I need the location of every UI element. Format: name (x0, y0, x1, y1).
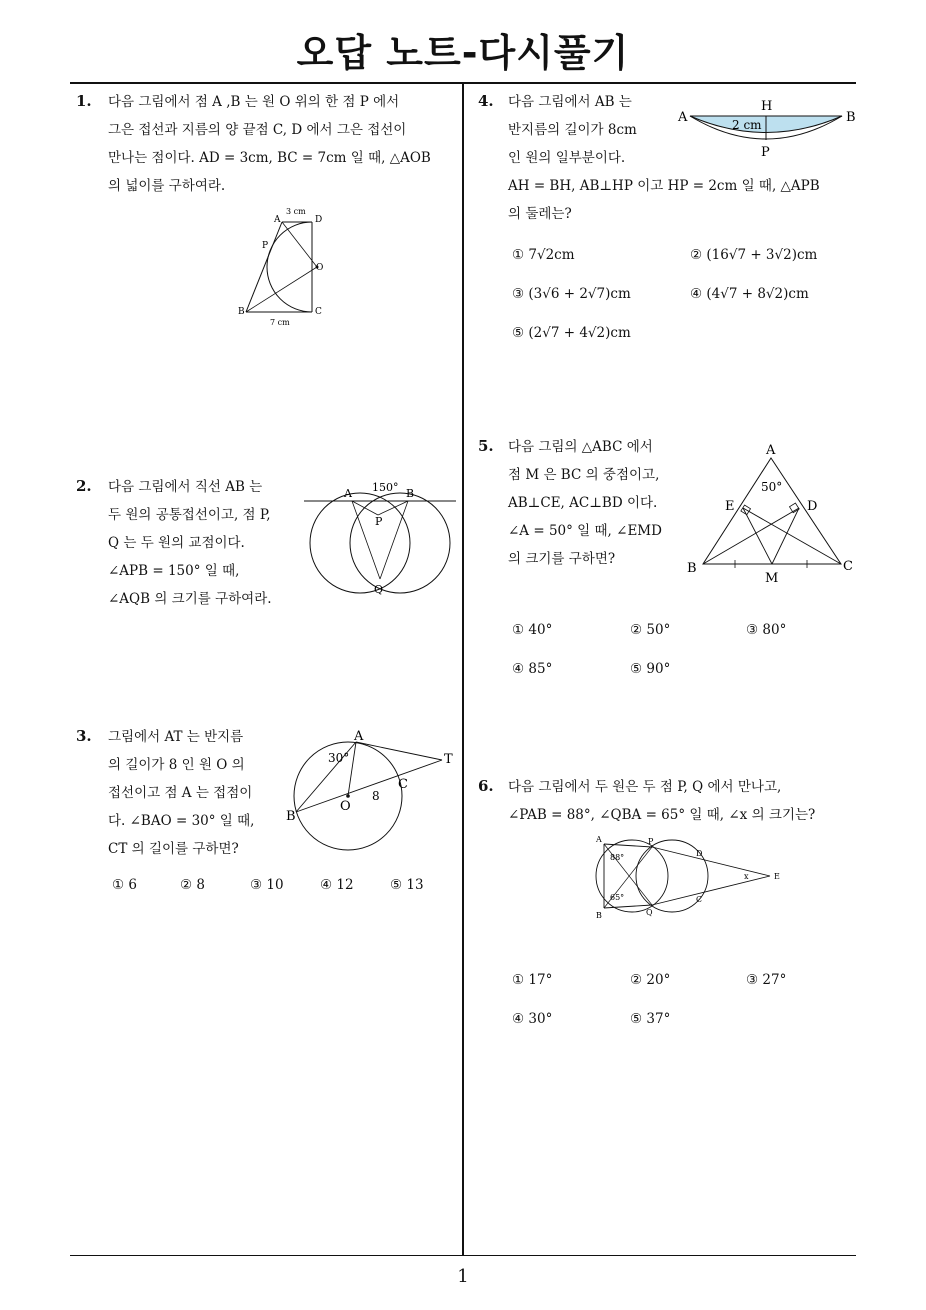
label-angle: 150° (372, 481, 399, 494)
question-line: 인 원의 일부분이다. (508, 150, 626, 166)
question-text (508, 433, 688, 573)
question-line: 다. ∠BAO = 30° 일 때, (108, 813, 255, 829)
label-P: P (648, 837, 654, 846)
option[interactable]: ① 6 (112, 877, 137, 893)
question-line: 의 넓이를 구하여라. (108, 178, 226, 194)
question-line: 다음 그림에서 직선 AB 는 (108, 479, 263, 495)
label-len: 2 cm (732, 118, 762, 132)
label-B: B (687, 561, 697, 576)
label-B: B (238, 307, 245, 317)
question-line: 점 M 은 BC 의 중점이고, (508, 467, 660, 483)
label-M: M (765, 571, 779, 586)
question-line: Q 는 두 원의 교점이다. (108, 535, 245, 551)
option[interactable]: ⑤ 37° (630, 1011, 671, 1027)
question-number: 3. (76, 727, 92, 745)
question-line: 의 크기를 구하면? (508, 551, 616, 567)
label-B: B (596, 911, 602, 920)
label-E: E (774, 872, 780, 881)
option[interactable]: ③ 27° (746, 972, 787, 988)
option[interactable]: ⑤ 90° (630, 661, 671, 677)
label-angle-65: 65° (610, 893, 625, 902)
figure-q4 (676, 94, 861, 164)
label-D: D (315, 215, 323, 225)
question-number: 4. (478, 92, 494, 110)
label-C: C (315, 307, 322, 317)
label-P: P (375, 515, 383, 528)
question-text (108, 88, 458, 200)
option[interactable]: ② 50° (630, 622, 671, 638)
column-divider (462, 84, 464, 1256)
question-line: ∠AQB 의 크기를 구하여라. (108, 591, 272, 607)
question-line: AH = BH, AB⊥HP 이고 HP = 2cm 일 때, △APB (508, 178, 820, 194)
option[interactable]: ③ 10 (250, 877, 284, 893)
question-line: ∠PAB = 88°, ∠QBA = 65° 일 때, ∠x 의 크기는? (508, 807, 816, 823)
option[interactable]: ③ (3√6 + 2√7)cm (512, 286, 631, 302)
option[interactable]: ② 8 (180, 877, 205, 893)
footer-rule (70, 1255, 856, 1256)
question-number: 2. (76, 477, 92, 495)
question-line: 다음 그림의 △ABC 에서 (508, 439, 653, 455)
label-A: A (354, 729, 364, 744)
question-line: 의 길이가 8 인 원 O 의 (108, 757, 245, 773)
question-text (108, 473, 298, 613)
option[interactable]: ④ (4√7 + 8√2)cm (690, 286, 809, 302)
option[interactable]: ① 17° (512, 972, 553, 988)
label-C: C (398, 777, 408, 792)
option[interactable]: ③ 80° (746, 622, 787, 638)
figure-q6 (592, 830, 792, 925)
question-line: CT 의 길이를 구하면? (108, 841, 239, 857)
label-A: A (678, 110, 688, 125)
question-line: AB⊥CE, AC⊥BD 이다. (508, 495, 658, 511)
option[interactable]: ① 7√2cm (512, 247, 575, 263)
question-line: 반지름의 길이가 8cm (508, 122, 637, 138)
label-3cm: 3 cm (286, 207, 306, 216)
figure-q2 (300, 475, 460, 600)
page-title: 오답 노트-다시풀기 (296, 31, 630, 75)
option[interactable]: ⑤ 13 (390, 877, 424, 893)
label-Q: Q (646, 908, 653, 917)
label-B: B (286, 809, 296, 824)
question-number: 6. (478, 777, 494, 795)
label-P: P (761, 145, 770, 160)
label-O: O (340, 799, 351, 814)
question-line: 그은 접선과 지름의 양 끝점 C, D 에서 그은 접선이 (108, 122, 407, 138)
label-E: E (725, 499, 735, 514)
label-angle-88: 88° (610, 853, 625, 862)
label-x: x (744, 872, 749, 881)
question-text (508, 773, 863, 829)
question-line: 접선이고 점 A 는 접점이 (108, 785, 253, 801)
question-text (108, 723, 293, 863)
label-B: B (846, 110, 856, 125)
label-D: D (696, 849, 703, 858)
label-angle: 50° (761, 480, 783, 494)
label-C: C (843, 559, 853, 574)
option[interactable]: ④ 85° (512, 661, 553, 677)
question-line: 다음 그림에서 두 원은 두 점 P, Q 에서 만나고, (508, 779, 782, 795)
label-A: A (596, 835, 602, 844)
question-line: 다음 그림에서 AB 는 (508, 94, 632, 110)
question-line: ∠A = 50° 일 때, ∠EMD (508, 523, 662, 539)
label-7cm: 7 cm (270, 318, 290, 327)
label-D: D (807, 499, 818, 514)
label-Q: Q (374, 583, 384, 596)
question-line: ∠APB = 150° 일 때, (108, 563, 240, 579)
label-angle: 30° (328, 751, 350, 765)
figure-q3 (282, 728, 462, 853)
option[interactable]: ① 40° (512, 622, 553, 638)
option[interactable]: ④ 30° (512, 1011, 553, 1027)
question-number: 1. (76, 92, 92, 110)
label-B: B (406, 487, 415, 500)
label-O: O (316, 263, 324, 273)
label-H: H (761, 99, 773, 114)
option[interactable]: ② (16√7 + 3√2)cm (690, 247, 818, 263)
option[interactable]: ② 20° (630, 972, 671, 988)
label-A: A (274, 215, 281, 225)
label-A: A (766, 443, 776, 458)
question-line: 의 둘레는? (508, 206, 572, 222)
question-line: 다음 그림에서 점 A ,B 는 원 O 위의 한 점 P 에서 (108, 94, 400, 110)
label-A: A (344, 487, 352, 500)
question-line: 만나는 점이다. AD = 3cm, BC = 7cm 일 때, △AOB (108, 150, 431, 166)
label-radius: 8 (372, 789, 380, 803)
label-T: T (444, 752, 453, 767)
label-P: P (262, 241, 269, 251)
page-number: 1 (457, 1266, 469, 1287)
label-C: C (696, 895, 703, 904)
question-line: 그림에서 AT 는 반지름 (108, 729, 244, 745)
option[interactable]: ⑤ (2√7 + 4√2)cm (512, 325, 631, 341)
figure-q5 (683, 438, 863, 588)
question-number: 5. (478, 437, 494, 455)
option[interactable]: ④ 12 (320, 877, 354, 893)
question-line: 두 원의 공통접선이고, 점 P, (108, 507, 271, 523)
figure-q1 (230, 200, 340, 330)
